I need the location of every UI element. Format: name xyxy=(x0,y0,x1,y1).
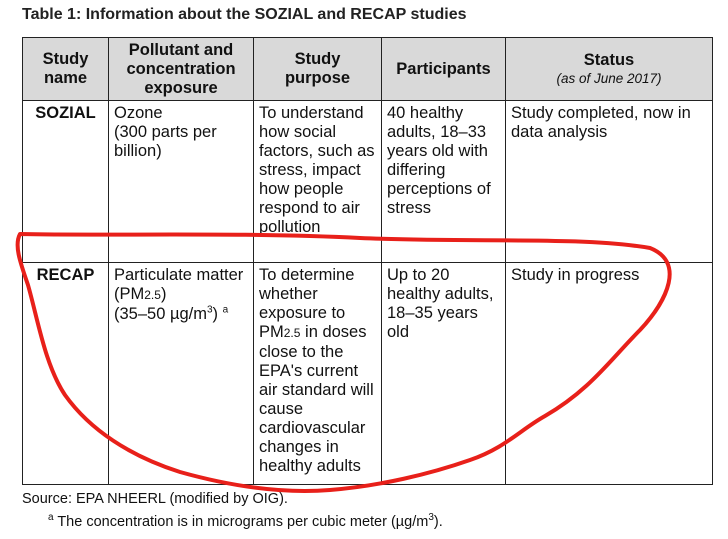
pollutant-concentration: (35–50 µg/m xyxy=(114,305,207,323)
pollutant-close: ) xyxy=(160,285,167,303)
footnote-mark: a xyxy=(48,512,54,524)
header-purpose-line2: purpose xyxy=(284,69,351,87)
table-caption: Table 1: Information about the SOZIAL and RECAP studies xyxy=(22,6,467,23)
studies-table xyxy=(22,37,713,485)
source-note: Source: EPA NHEERL (modified by OIG). xyxy=(22,491,288,507)
participants-cell: 40 healthy adults, 18–33 years old with differing perceptions of stress xyxy=(382,101,506,263)
purpose-text-rest: in doses close to the EPA's current air standard will cause cardiovascular changes in healthy adults xyxy=(259,323,374,475)
footnote-superscript: 3 xyxy=(428,512,434,524)
header-pollutant-line1: Pollutant and xyxy=(128,40,234,59)
header-participants xyxy=(382,38,506,101)
header-status xyxy=(506,38,713,101)
status-cell: Study in progress xyxy=(506,263,713,485)
pollutant-range-close: ) xyxy=(212,305,219,323)
header-status-sub: (as of June 2017) xyxy=(556,70,662,86)
footnote xyxy=(48,514,443,530)
header-study-name xyxy=(23,38,109,101)
footnote-marker: a xyxy=(222,304,229,316)
pm-subscript: 2.5 xyxy=(144,288,161,302)
purpose-cell xyxy=(254,263,382,485)
pollutant-cell xyxy=(109,101,254,263)
header-study-name-line1: Study xyxy=(42,50,89,68)
footnote-end: ). xyxy=(433,514,443,530)
table-row xyxy=(23,263,713,485)
header-participants-label: Participants xyxy=(396,59,491,78)
footnote-text: The concentration is in micrograms per cubic meter (µg/m xyxy=(53,514,429,530)
header-row xyxy=(23,38,713,101)
pm-subscript: 2.5 xyxy=(283,326,301,340)
table-row xyxy=(23,101,713,263)
pollutant-name: Particulate matter (PM xyxy=(114,266,244,303)
pollutant-name: Ozone xyxy=(114,104,163,122)
header-pollutant-line2: concentration xyxy=(126,59,236,78)
pollutant-cell xyxy=(109,263,254,485)
header-pollutant xyxy=(109,38,254,101)
study-name-cell: SOZIAL xyxy=(23,101,109,263)
header-pollutant-line3: exposure xyxy=(144,78,218,97)
status-cell: Study completed, now in data analysis xyxy=(506,101,713,263)
header-study-name-line2: name xyxy=(43,69,88,87)
study-name-cell: RECAP xyxy=(23,263,109,485)
header-status-label: Status xyxy=(583,50,635,69)
header-purpose-line1: Study xyxy=(294,50,341,68)
header-purpose xyxy=(254,38,382,101)
unit-superscript: 3 xyxy=(206,304,213,316)
purpose-text: To determine whether exposure to PM xyxy=(259,266,355,341)
pollutant-concentration: (300 parts per billion) xyxy=(114,123,217,160)
purpose-cell: To understand how social factors, such as stress, impact how people respond to air pollution xyxy=(254,101,382,263)
participants-cell: Up to 20 healthy adults, 18–35 years old xyxy=(382,263,506,485)
